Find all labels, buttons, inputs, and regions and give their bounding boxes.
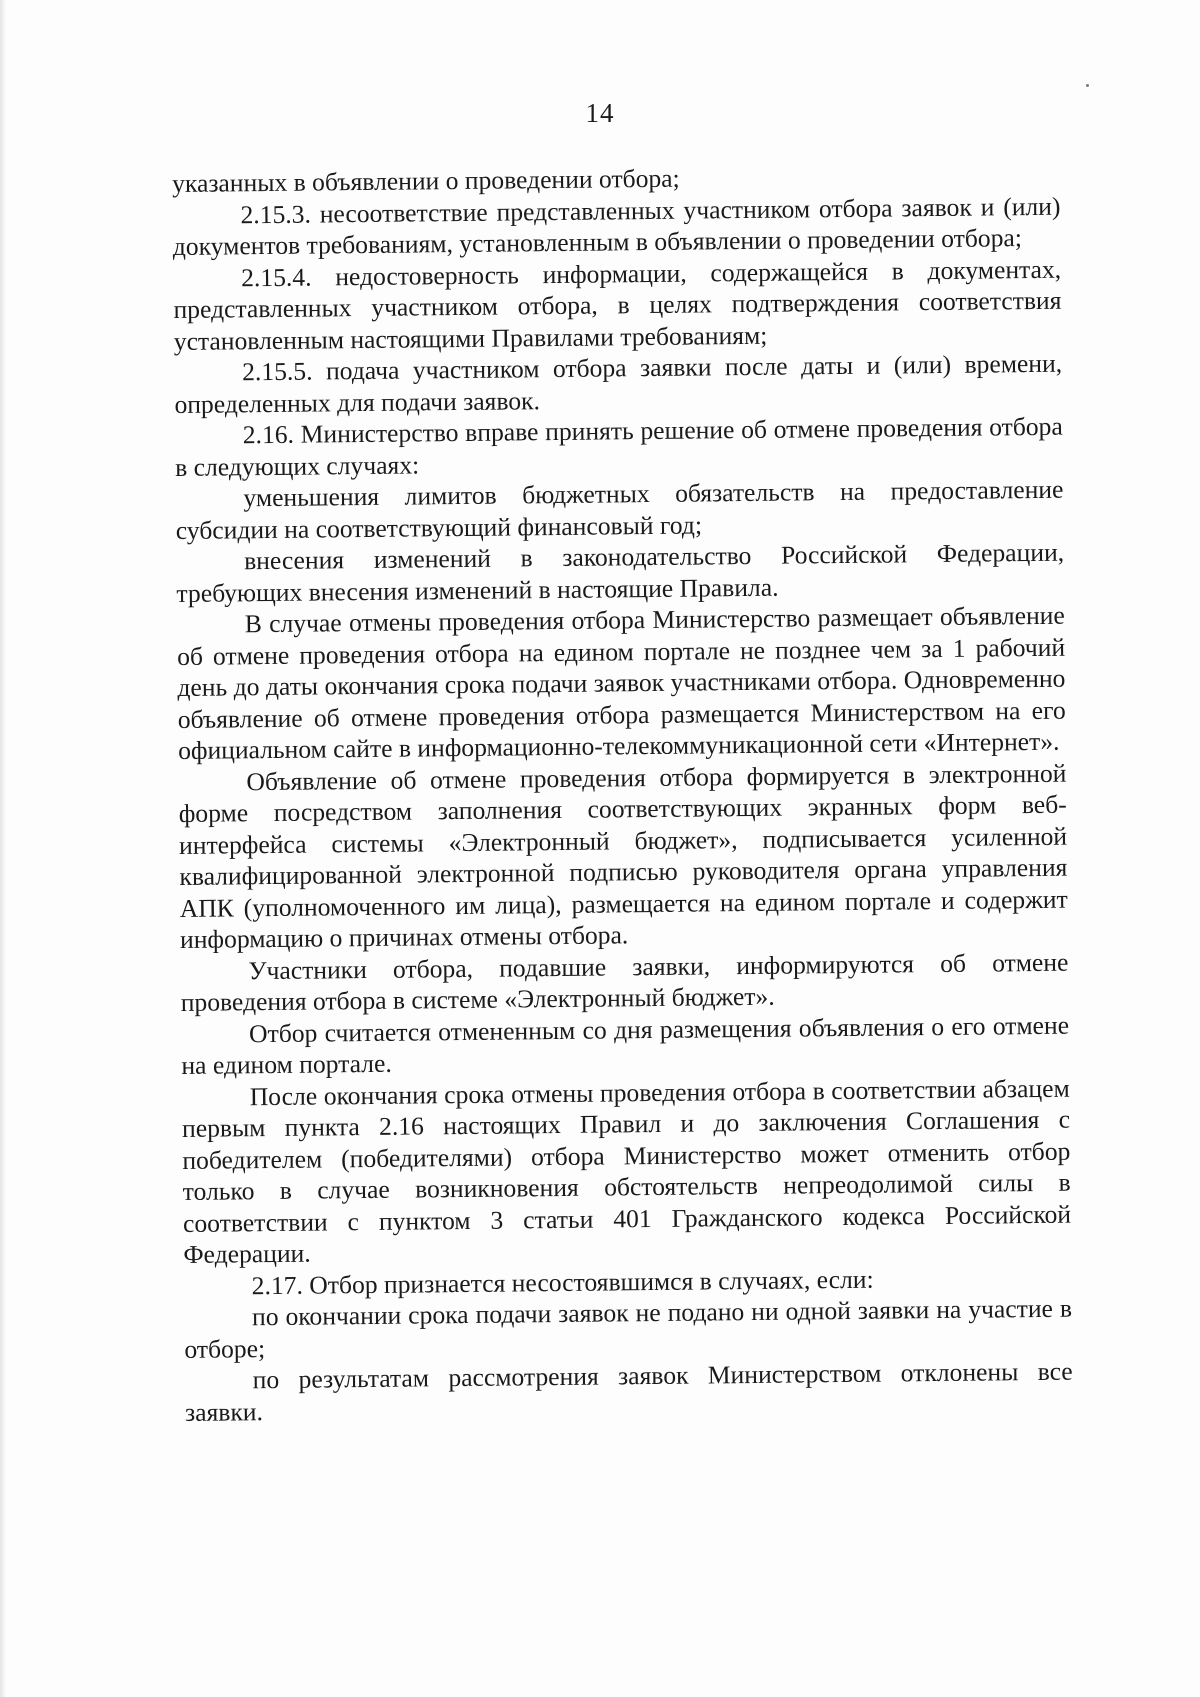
paragraph: 2.15.3. несоответствие представленных участником отбора заявок и (или) документов требованиям, установленным в объявлении о проведении отбора;	[172, 191, 1061, 261]
paragraph: 2.15.4. недостоверность информации, содержащейся в документах, представленных участником отбора, в целях подтверждения соответствия установленным настоящими Правилами требованиям;	[173, 254, 1062, 356]
paragraph: Отбор считается отмененным со дня размещения объявления о его отмене на едином портале.	[181, 1010, 1070, 1080]
paragraph: по результатам рассмотрения заявок Министерством отклонены все заявки.	[184, 1356, 1073, 1427]
paragraph: по окончании срока подачи заявок не подано ни одной заявки на участие в отборе;	[184, 1293, 1073, 1364]
document-body	[172, 159, 1073, 1428]
scan-edge-shadow	[0, 0, 6, 1697]
page-number: 14	[585, 98, 615, 128]
paragraph: 2.15.5. подача участником отбора заявки после даты и (или) времени, определенных для подачи заявок.	[174, 348, 1063, 419]
paragraph: указанных в объявлении о проведении отбора;	[172, 163, 680, 198]
scan-speck	[1086, 84, 1089, 87]
paragraph: В случае отмены проведения отбора Министерство размещает объявление об отмене проведения отбора на едином портале не позднее чем за 1 рабочий день до даты окончания срока подачи заявок участниками отбора. Одновременно объявление об отмене проведения отбора размещается Министерством на его официальном сайте в информационно-телекоммуникационной сети «Интернет».	[176, 600, 1066, 765]
paragraph: Участники отбора, подавшие заявки, информируются об отмене проведения отбора в системе «Электронный бюджет».	[180, 947, 1069, 1017]
paragraph: внесения изменений в законодательство Российской Федерации, требующих внесения изменений в настоящие Правила.	[176, 537, 1065, 608]
paragraph: Объявление об отмене проведения отбора формируется в электронной форме посредством заполнения соответствующих экранных форм веб-интерфейса системы «Электронный бюджет», подписывается усиленной квалифицированной электронной подписью руководителя органа управления АПК (уполномоченного им лица), размещается на едином портале и содержит информацию о причинах отмены отбора.	[178, 758, 1068, 954]
paragraph: 2.17. Отбор признается несостоявшимся в случаях, если:	[251, 1264, 874, 1300]
paragraph: После окончания срока отмены проведения отбора в соответствии абзацем первым пункта 2.16 настоящих Правил и до заключения Соглашения с победителем (победителями) отбора Министерство может отменить отбор только в случае возникновения обстоятельств непреодолимой силы в соответствии с пунктом 3 статьи 401 Гражданского кодекса Российской Федерации.	[181, 1073, 1072, 1269]
paragraph: уменьшения лимитов бюджетных обязательств на предоставление субсидии на соответствующий финансовый год;	[175, 474, 1064, 545]
paragraph: 2.16. Министерство вправе принять решение об отмене проведения отбора в следующих случаях:	[174, 411, 1063, 482]
